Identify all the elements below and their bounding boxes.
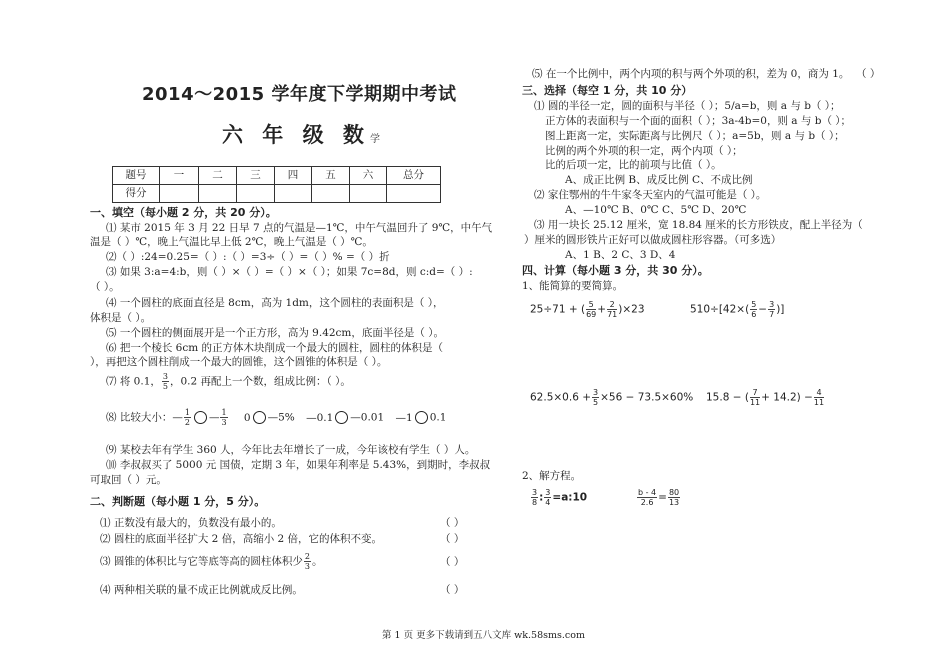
page-title: 2014～2015 学年度下学期期中考试 xyxy=(142,84,457,105)
table-cell: 三 xyxy=(237,167,275,185)
fraction: $\frac{3}{7}$ xyxy=(769,300,775,319)
score-input-cell[interactable] xyxy=(199,185,237,203)
q6-line-b: ），再把这个圆柱削成一个最大的圆锥，这个圆锥的体积是（ ）。 xyxy=(90,356,388,368)
judge-q2-answer[interactable]: （ ） xyxy=(440,533,465,545)
fraction: $\frac{3}{5}$ xyxy=(593,388,599,407)
section4-heading: 四、计算（每小题 3 分，共 30 分）。 xyxy=(522,264,709,277)
expression-4: 15.8 − ( $\frac{7}{11}$ + 14.2) − $\frac{4}{11}$ xyxy=(706,388,825,407)
judge-q3-fraction: $\frac{2}{3}$ xyxy=(304,552,310,571)
score-input-cell[interactable] xyxy=(350,185,387,203)
choice-q1-a: ⑴ 圆的半径一定，圆的面积与半径（ ）；5/a=b，则 a 与 b（ ）； xyxy=(534,100,841,112)
section3-heading: 三、选择（每空 1 分，共 10 分） xyxy=(522,84,693,97)
choice-q3-b: ）厘米的圆形铁片正好可以做成圆柱形容器。（可多选） xyxy=(524,234,782,246)
calc-instruction: 1、能简算的要简算。 xyxy=(522,280,624,292)
equation-instruction: 2、解方程。 xyxy=(522,470,582,482)
fraction: $\frac{80}{13}$ xyxy=(668,488,680,507)
q10-line-b: 可取回（ ）元。 xyxy=(90,474,167,486)
expression-3: 62.5×0.6 + $\frac{3}{5}$ ×56 − 73.5×60% xyxy=(530,388,694,407)
subtitle-small: 学 xyxy=(369,134,380,145)
fraction: $\frac{2}{71}$ xyxy=(607,300,618,319)
judge-q4-answer[interactable]: （ ） xyxy=(440,584,465,596)
q7-fraction: $\frac{3}{5}$ xyxy=(162,372,168,391)
fraction: $\frac{7}{11}$ xyxy=(749,388,761,407)
table-cell: 五 xyxy=(312,167,350,185)
fraction: $\frac{3}{4}$ xyxy=(545,488,551,507)
table-cell: 题号 xyxy=(113,167,160,185)
judge-q4: ⑷ 两种相关联的量不成正比例就成反比例。 xyxy=(100,584,303,596)
table-cell: 四 xyxy=(275,167,312,185)
judge-q1-answer[interactable]: （ ） xyxy=(440,517,465,529)
choice-q1-options: A、成正比例 B、成反比例 C、不成比例 xyxy=(565,174,753,186)
q8-line: ⑻ 比较大小：— $\frac{1}{2}$ — $\frac{1}{3}$ 0 —5% —0.1 —0.01 —1 0.1 xyxy=(106,408,447,427)
q4-line-a: ⑷ 一个圆柱的底面直径是 8cm，高为 1dm，这个圆柱的表面积是（ ）， xyxy=(106,297,444,309)
q8-fraction-1: $\frac{1}{2}$ xyxy=(184,408,190,427)
q3-line-a: ⑶ 如果 3:a=4:b，则（ ）×（ ）=（ ）×（ ）；如果 7c=8d，则 c:d=（ ）: xyxy=(106,266,473,278)
fraction: $\frac{4}{11}$ xyxy=(813,388,825,407)
score-input-cell[interactable] xyxy=(237,185,275,203)
fraction: $\frac{3}{8}$ xyxy=(532,488,538,507)
choice-q1-d: 比例的两个外项的积一定，两个内项（ ）； xyxy=(545,145,743,157)
table-cell: 六 xyxy=(350,167,387,185)
fraction: $\frac{5}{69}$ xyxy=(586,300,597,319)
expression-2: 510÷[42×( $\frac{5}{6}$ − $\frac{3}{7}$ )] xyxy=(690,300,785,319)
score-input-cell[interactable] xyxy=(387,185,441,203)
score-table xyxy=(112,166,441,203)
compare-circle[interactable] xyxy=(253,411,266,424)
choice-q1-b: 正方体的表面积与一个面的面积（ ）；3a-4b=0，则 a 与 b（ ）； xyxy=(545,115,852,127)
q1-line-a: ⑴ 某市 2015 年 3 月 22 日早 7 点的气温是—1℃，中午气温回升了 9℃，中午气 xyxy=(106,222,493,234)
judge-q5: ⑸ 在一个比例中，两个内项的积与两个外项的积，差为 0，商为 1。 xyxy=(532,68,850,80)
score-input-cell[interactable] xyxy=(275,185,312,203)
fraction: $\frac{b - 4}{2.6}$ xyxy=(638,488,657,507)
judge-q3-answer[interactable]: （ ） xyxy=(440,556,465,568)
table-cell: 一 xyxy=(160,167,199,185)
q4-line-b: 体积是（ ）。 xyxy=(90,312,152,324)
q8-fraction-2: $\frac{1}{3}$ xyxy=(221,408,227,427)
judge-q3: ⑶ 圆锥的体积比与它等底等高的圆柱体积少 $\frac{2}{3}$ 。 xyxy=(100,552,323,571)
choice-q3-options: A、1 B、2 C、3 D、4 xyxy=(565,249,676,261)
equation-2: $\frac{b - 4}{2.6}$ = $\frac{80}{13}$ xyxy=(638,488,680,507)
q1-line-b: 温是（ ）℃，晚上气温比早上低 2℃，晚上气温是（ ）℃。 xyxy=(90,236,373,248)
q7-line xyxy=(106,372,351,391)
page-subtitle xyxy=(222,122,380,148)
q7-prefix: ⑺ 将 0.1， xyxy=(106,375,161,388)
judge-q5-answer[interactable]: （ ） xyxy=(856,68,881,80)
choice-q2: ⑵ 家住鄂州的牛牛家冬天室内的气温可能是（ ）。 xyxy=(534,189,767,201)
q2-line: ⑵（ ）:24=0.25=（ ）:（ ）=3÷（ ）=（ ）% =（ ）折 xyxy=(106,251,390,263)
table-cell: 得分 xyxy=(113,185,160,203)
section2-heading: 二、判断题（每小题 1 分，5 分）。 xyxy=(90,495,266,508)
choice-q2-options: A、—10℃ B、0℃ C、5℃ D、20℃ xyxy=(565,204,747,216)
page-footer: 第 1 页 更多下载请到五八文库 wk.58sms.com xyxy=(382,630,585,641)
q7-suffix: ，0.2 再配上一个数，组成比例：（ ）。 xyxy=(169,375,351,388)
q9-line: ⑼ 某校去年有学生 360 人，今年比去年增长了一成，今年该校有学生（ ）人。 xyxy=(106,444,476,456)
table-cell: 总分 xyxy=(387,167,441,185)
q10-line-a: ⑽ 李叔叔买了 5000 元 国债，定期 3 年，如果年利率是 5.43%，到期时，李叔叔 xyxy=(106,459,491,471)
q5-line: ⑸ 一个圆柱的侧面展开是一个正方形，高为 9.42cm，底面半径是（ ）。 xyxy=(106,327,444,339)
choice-q3-a: ⑶ 用一块长 25.12 厘米，宽 18.84 厘米的长方形铁皮，配上半径为（ xyxy=(534,219,863,231)
equation-1: $\frac{3}{8}$ : $\frac{3}{4}$ =a:10 xyxy=(532,488,588,507)
q3-line-b: （ ）。 xyxy=(90,281,120,293)
expression-1: 25÷71 + ( $\frac{5}{69}$ + $\frac{2}{71}$ )×23 xyxy=(530,300,645,319)
score-input-cell[interactable] xyxy=(160,185,199,203)
subtitle-main: 六 年 级 数 xyxy=(222,123,370,147)
compare-circle[interactable] xyxy=(335,411,348,424)
fraction: $\frac{5}{6}$ xyxy=(751,300,757,319)
table-cell: 二 xyxy=(199,167,237,185)
judge-q1: ⑴ 正数没有最大的，负数没有最小的。 xyxy=(100,517,282,529)
compare-circle[interactable] xyxy=(415,411,428,424)
score-table-score-row xyxy=(113,185,441,203)
judge-q2: ⑵ 圆柱的底面半径扩大 2 倍，高缩小 2 倍，它的体积不变。 xyxy=(100,533,383,545)
choice-q1-e: 比的后项一定，比的前项与比值（ ）。 xyxy=(545,159,722,171)
compare-circle[interactable] xyxy=(194,411,207,424)
score-input-cell[interactable] xyxy=(312,185,350,203)
choice-q1-c: 图上距离一定，实际距离与比例尺（ ）；a=5b，则 a 与 b（ ）； xyxy=(545,130,845,142)
section1-heading: 一、填空（每小题 2 分，共 20 分）。 xyxy=(90,206,277,219)
score-table-header-row xyxy=(113,167,441,185)
q6-line-a: ⑹ 把一个棱长 6cm 的正方体木块削成一个最大的圆柱，圆柱的体积是（ xyxy=(106,342,444,354)
